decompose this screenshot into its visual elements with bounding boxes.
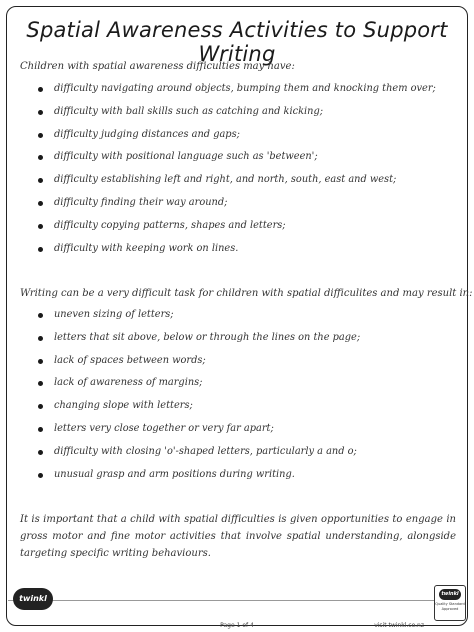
bullet-icon (38, 133, 43, 138)
bullet-icon (38, 313, 43, 318)
bullet-icon (38, 450, 43, 455)
list-item: lack of spaces between words; (38, 350, 360, 373)
twinkl-logo[interactable]: twinkl (13, 588, 53, 610)
list-item: letters very close together or very far apart; (38, 418, 360, 441)
list-item: difficulty navigating around objects, bumping them and knocking them over; (38, 78, 436, 101)
page-number: Page 1 of 4 (220, 622, 254, 629)
quality-badge (434, 585, 466, 621)
list-item: difficulty establishing left and right, and north, south, east and west; (38, 169, 436, 192)
list-item: difficulty judging distances and gaps; (38, 124, 436, 147)
list-item: difficulty finding their way around; (38, 192, 436, 215)
bullet-icon (38, 178, 43, 183)
writing-intro-text: Writing can be a very difficult task for children with spatial difficulites and may result in: (20, 288, 473, 299)
bullet-icon (38, 155, 43, 160)
closing-paragraph: It is important that a child with spatial difficulties is given opportunities to engage in gross motor and fine motor activities that involve spatial understanding, alongside targeting specific writing behaviours. (20, 514, 456, 559)
page-title: Spatial Awareness Activities to Support Writing (26, 18, 448, 66)
bullet-icon (38, 87, 43, 92)
list-item: letters that sit above, below or through the lines on the page; (38, 327, 360, 350)
bullet-icon (38, 404, 43, 409)
bullet-icon (38, 359, 43, 364)
list-item: difficulty with closing 'o'-shaped letters, particularly a and o; (38, 441, 360, 464)
bullet-icon (38, 247, 43, 252)
bullet-icon (38, 201, 43, 206)
list-item: difficulty with keeping work on lines. (38, 238, 436, 261)
list-item: difficulty copying patterns, shapes and letters; (38, 215, 436, 238)
list-item: difficulty with ball skills such as catching and kicking; (38, 101, 436, 124)
writing-effects-list (38, 304, 360, 486)
bullet-icon (38, 224, 43, 229)
bullet-icon (38, 110, 43, 115)
bullet-icon (38, 427, 43, 432)
list-item: lack of awareness of margins; (38, 372, 360, 395)
list-item: difficulty with positional language such as 'between'; (38, 146, 436, 169)
list-item: changing slope with letters; (38, 395, 360, 418)
footer-divider (8, 600, 466, 601)
visit-link[interactable]: visit twinkl.co.nz (374, 622, 424, 629)
list-item: uneven sizing of letters; (38, 304, 360, 327)
list-item: unusual grasp and arm positions during writing. (38, 464, 360, 487)
badge-logo: twinkl (439, 589, 461, 600)
badge-label: Quality Standard Approved (435, 602, 465, 611)
bullet-icon (38, 473, 43, 478)
bullet-icon (38, 381, 43, 386)
bullet-icon (38, 336, 43, 341)
intro-text: Children with spatial awareness difficulties may have: (20, 61, 295, 72)
difficulties-list (38, 78, 436, 260)
